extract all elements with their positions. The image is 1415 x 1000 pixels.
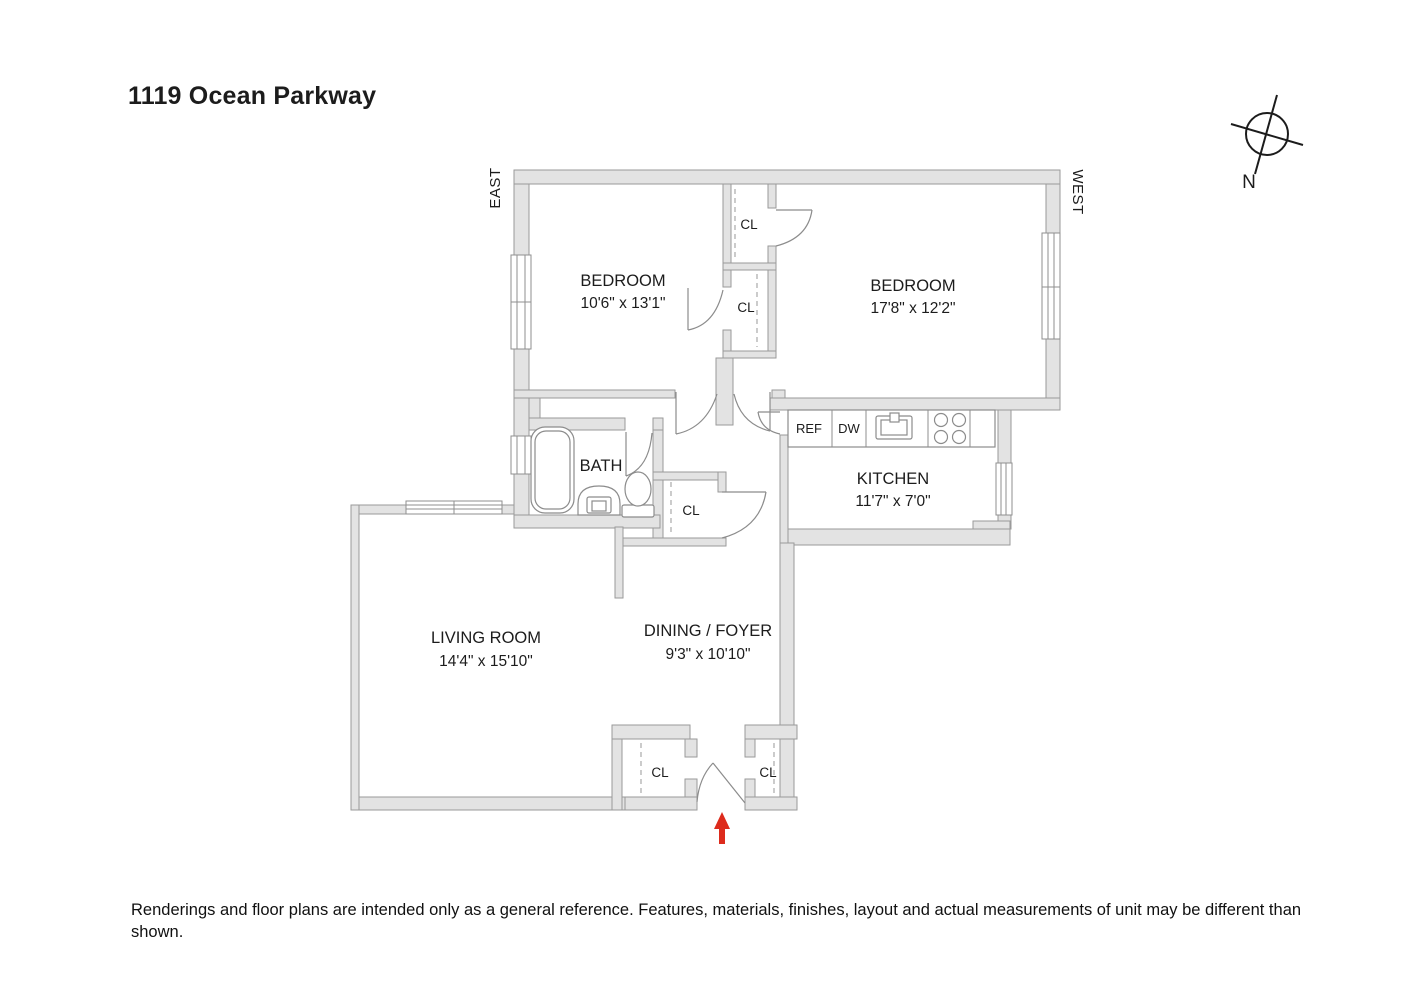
west-label: WEST bbox=[1069, 169, 1086, 215]
east-label: EAST bbox=[487, 167, 504, 209]
living-room-window bbox=[406, 501, 502, 514]
kitchen-window bbox=[996, 463, 1012, 515]
bedroom-left-dims: 10'6" x 13'1" bbox=[580, 295, 666, 312]
refrigerator-label: REF bbox=[796, 421, 822, 436]
foyer-closet-right-label: CL bbox=[759, 765, 777, 780]
toilet bbox=[622, 472, 654, 517]
hall-closet-door bbox=[722, 492, 766, 538]
compass-north-label: N bbox=[1242, 172, 1256, 193]
bath-window bbox=[511, 436, 531, 474]
bedroom-right-name: BEDROOM bbox=[870, 277, 956, 295]
kitchen-dims: 11'7" x 7'0" bbox=[855, 493, 931, 510]
dining-foyer-name: DINING / FOYER bbox=[643, 622, 773, 640]
page-title: 1119 Ocean Parkway bbox=[128, 82, 377, 110]
bedroom-left-window bbox=[511, 255, 531, 349]
bath-sink bbox=[578, 486, 620, 515]
closet-top-door bbox=[776, 210, 812, 246]
bedroom-left-door bbox=[676, 392, 717, 434]
living-room-name: LIVING ROOM bbox=[430, 629, 542, 647]
dining-foyer-dims: 9'3" x 10'10" bbox=[665, 646, 751, 663]
closet-mid-label: CL bbox=[737, 300, 755, 315]
bedroom-right-dims: 17'8" x 12'2" bbox=[870, 300, 956, 317]
bathtub bbox=[531, 427, 574, 513]
disclaimer-text: Renderings and floor plans are intended only as a general reference. Features, materials, finishes, layout and actual measurements of unit may be different than shown. bbox=[131, 901, 1302, 941]
dishwasher-label: DW bbox=[838, 421, 860, 436]
entry-arrow bbox=[714, 812, 730, 844]
bath-name: BATH bbox=[579, 457, 623, 475]
entry-door bbox=[697, 763, 745, 803]
closet-top-label: CL bbox=[740, 217, 758, 232]
closet-mid-door bbox=[688, 288, 723, 330]
foyer-closet-left-label: CL bbox=[651, 765, 669, 780]
kitchen-name: KITCHEN bbox=[856, 470, 930, 488]
bath-door bbox=[626, 432, 652, 476]
compass bbox=[1231, 95, 1303, 193]
walls bbox=[351, 170, 1060, 810]
hall-closet-label: CL bbox=[682, 503, 700, 518]
bedroom-left-name: BEDROOM bbox=[580, 272, 666, 290]
bedroom-right-window bbox=[1042, 233, 1060, 339]
living-room-dims: 14'4" x 15'10" bbox=[439, 653, 533, 670]
kitchen-sink bbox=[876, 413, 912, 439]
